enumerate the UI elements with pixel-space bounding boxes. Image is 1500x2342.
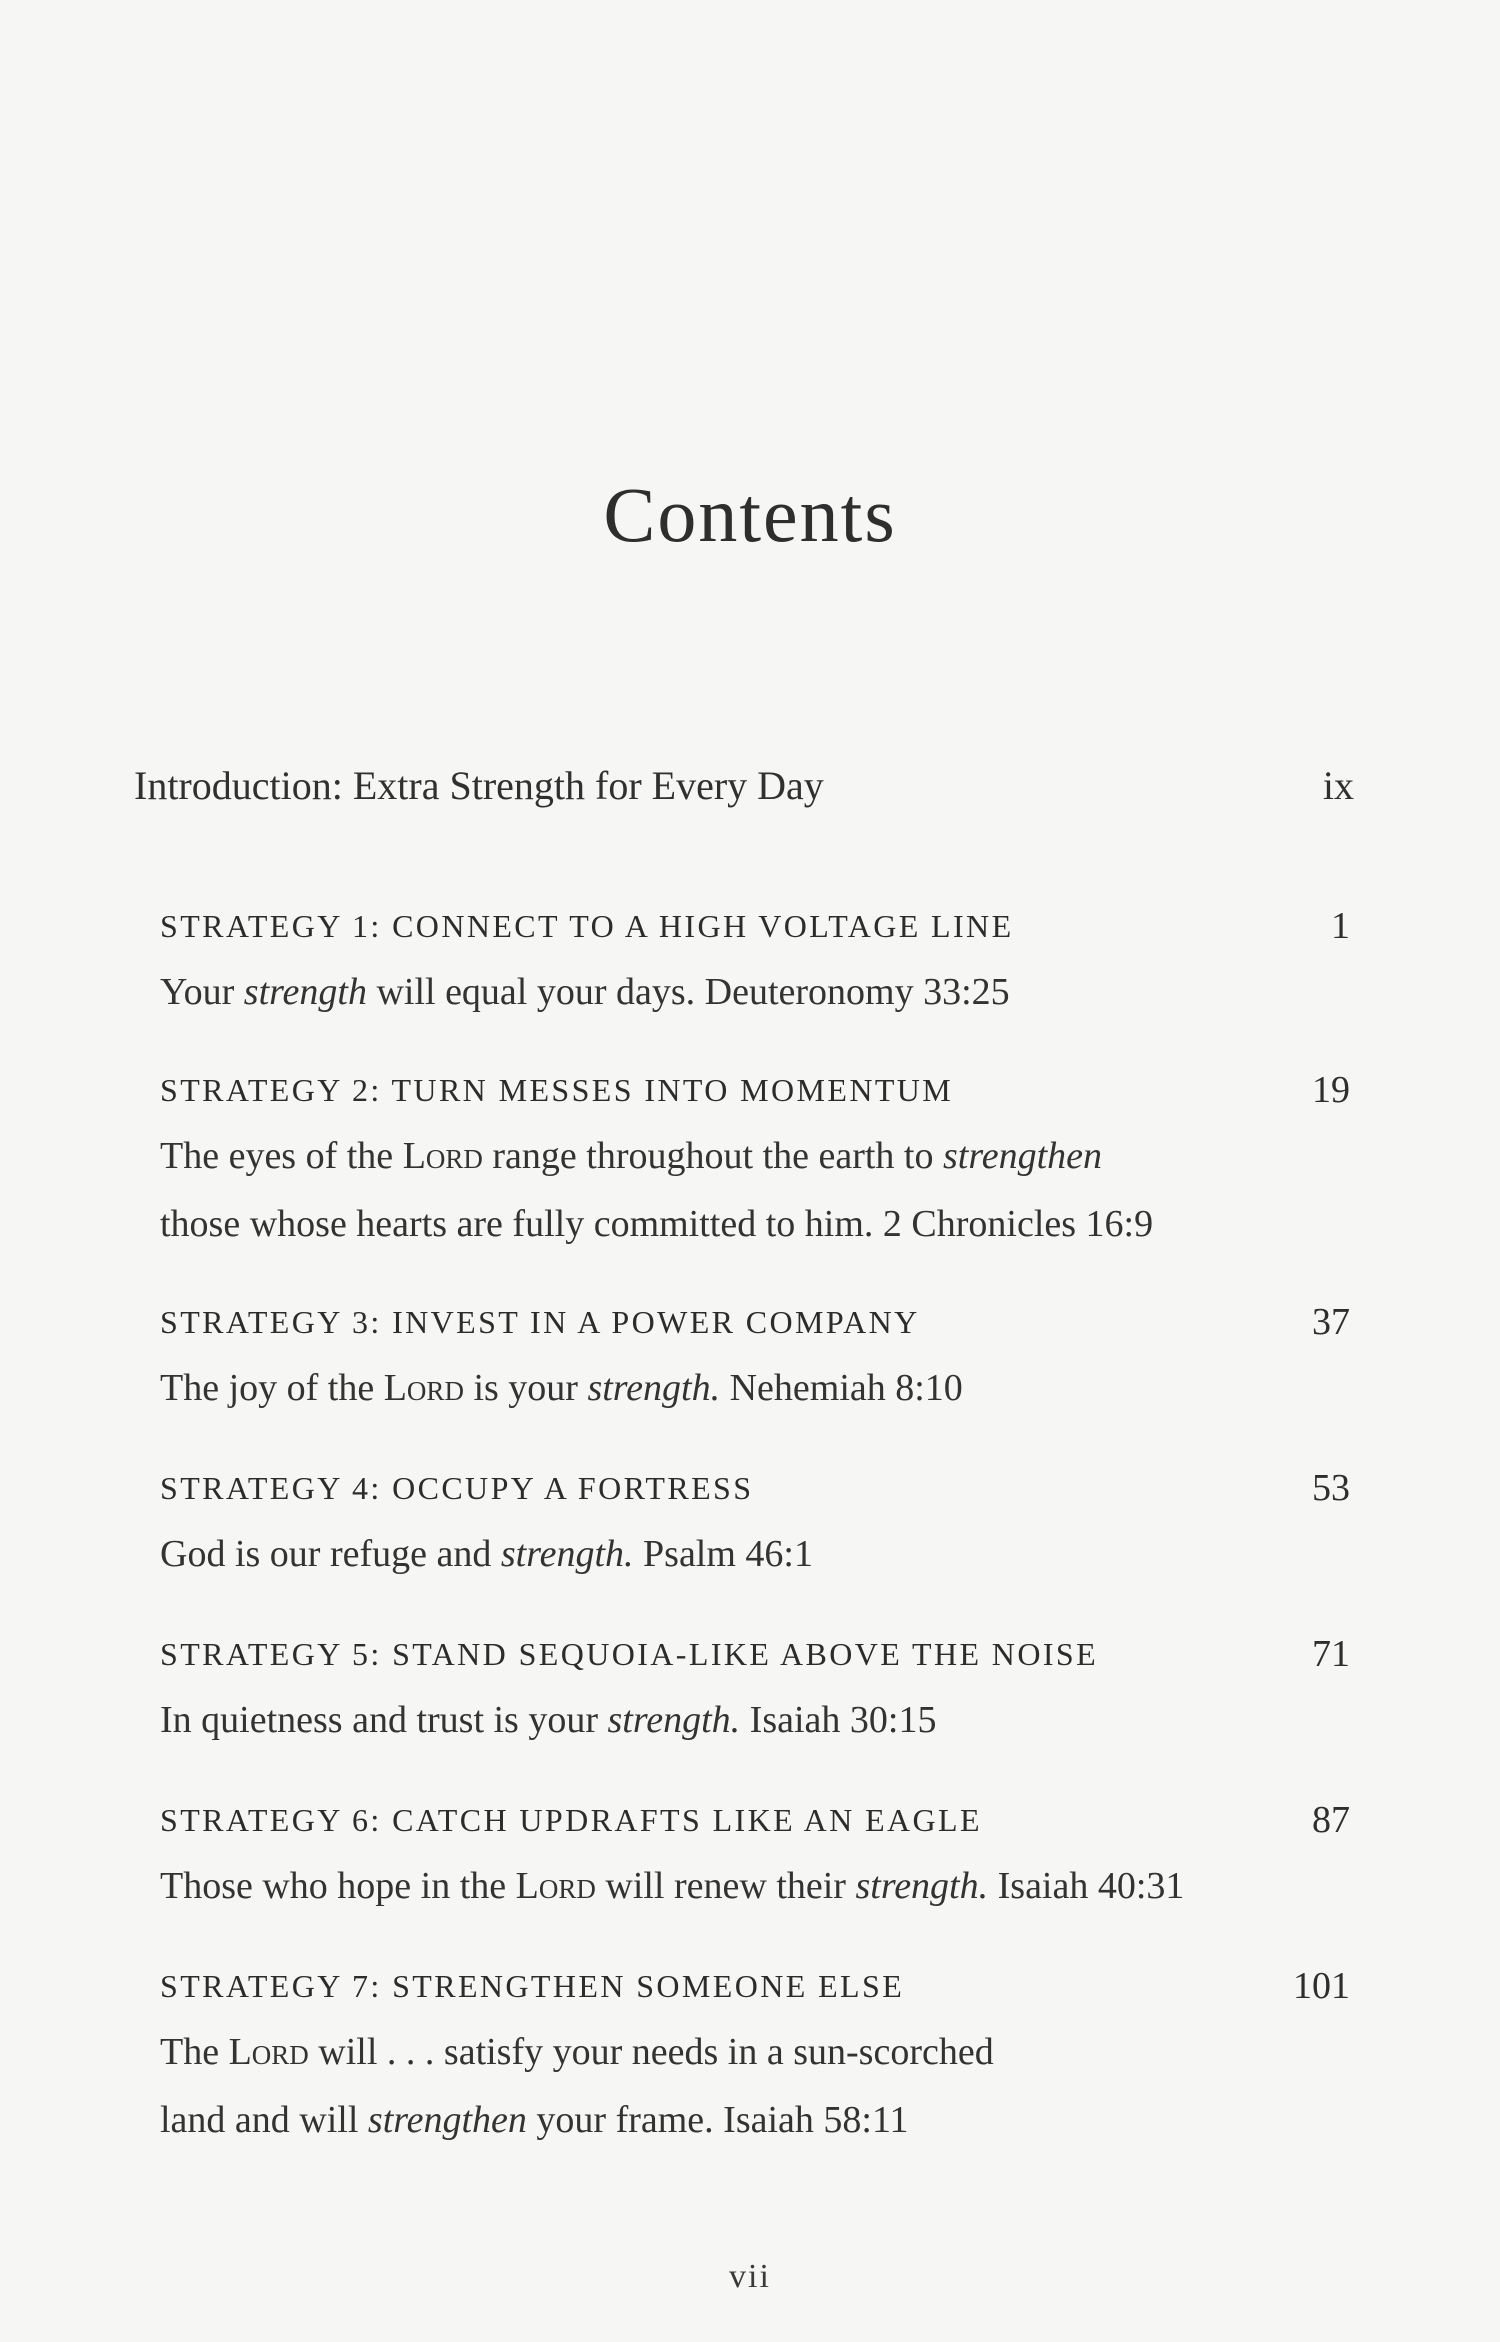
strategy-heading: STRATEGY 2: TURN MESSES INTO MOMENTUM (160, 1072, 954, 1108)
verse-text: will equal your days. Deuteronomy 33:25 (366, 971, 1010, 1013)
emphasized-word: strengthen (367, 2099, 527, 2141)
small-caps-word: Lord (515, 1865, 596, 1907)
scripture-verse (160, 1686, 1290, 1754)
verse-text: God is our refuge and (160, 1533, 501, 1575)
scripture-verse (160, 1354, 1290, 1422)
strategy-heading: STRATEGY 6: CATCH UPDRAFTS LIKE AN EAGLE (160, 1802, 982, 1838)
strategy-heading: STRATEGY 5: STAND SEQUOIA-LIKE ABOVE THE NOISE (160, 1636, 1099, 1672)
verse-line (160, 1686, 1290, 1754)
scripture-verse (160, 1122, 1290, 1258)
emphasized-word: strength. (855, 1865, 989, 1907)
emphasized-word: strengthen (943, 1135, 1103, 1177)
toc-page-number: 1 (1331, 905, 1350, 947)
toc-page-number: 37 (1312, 1301, 1350, 1343)
verse-text: Those who hope in the (160, 1865, 516, 1907)
toc-entry-strategy-4[interactable] (160, 1468, 1350, 1588)
toc-entry-strategy-5[interactable] (160, 1634, 1350, 1754)
verse-text: Nehemiah 8:10 (720, 1367, 963, 1409)
scripture-verse (160, 1520, 1290, 1588)
strategy-heading: STRATEGY 3: INVEST IN A POWER COMPANY (160, 1304, 920, 1340)
verse-line (160, 1520, 1290, 1588)
verse-text: Isaiah 40:31 (988, 1865, 1185, 1907)
verse-text: is your (463, 1367, 588, 1409)
verse-text: will . . . satisfy your needs in a sun-scorched (308, 2031, 994, 2073)
small-caps-word: Lord (383, 1367, 464, 1409)
toc-entry-strategy-6[interactable] (160, 1800, 1350, 1920)
verse-text: those whose hearts are fully committed to him. 2 Chronicles 16:9 (160, 1203, 1154, 1245)
scripture-verse (160, 1852, 1290, 1920)
scripture-verse (160, 958, 1290, 1026)
page-title: Contents (603, 471, 897, 558)
toc-entry-strategy-3[interactable] (160, 1302, 1350, 1422)
emphasized-word: strength. (607, 1699, 741, 1741)
verse-line (160, 2018, 1290, 2086)
toc-entry-strategy-1[interactable] (160, 906, 1350, 1026)
verse-line (160, 958, 1290, 1026)
verse-text: range throughout the earth to (482, 1135, 943, 1177)
toc-entry-strategy-7[interactable] (160, 1966, 1350, 2154)
verse-text: Your (160, 971, 244, 1013)
verse-line (160, 2086, 1290, 2154)
emphasized-word: strength. (587, 1367, 721, 1409)
emphasized-word: strength. (500, 1533, 634, 1575)
emphasized-word: strength (243, 971, 367, 1013)
verse-text: land and will (160, 2099, 368, 2141)
toc-entry-label: Introduction: Extra Strength for Every Day (134, 763, 824, 808)
toc-entry-strategy-2[interactable] (160, 1070, 1350, 1258)
verse-text: The joy of the (160, 1367, 384, 1409)
toc-page-number: ix (1322, 763, 1354, 808)
toc-page-number: 53 (1312, 1467, 1350, 1509)
verse-line (160, 1190, 1290, 1258)
verse-text: Psalm 46:1 (633, 1533, 813, 1575)
page-folio: vii (729, 2258, 771, 2295)
verse-line (160, 1354, 1290, 1422)
small-caps-word: Lord (228, 2031, 309, 2073)
verse-text: will renew their (595, 1865, 856, 1907)
verse-text: Isaiah 30:15 (740, 1699, 937, 1741)
strategy-heading: STRATEGY 4: OCCUPY A FORTRESS (160, 1470, 754, 1506)
toc-page-number: 87 (1312, 1799, 1350, 1841)
verse-text: In quietness and trust is your (160, 1699, 608, 1741)
scripture-verse (160, 2018, 1290, 2154)
verse-text: The eyes of the (160, 1135, 403, 1177)
verse-text: The (160, 2031, 229, 2073)
toc-page-number: 101 (1293, 1965, 1350, 2007)
strategy-heading: STRATEGY 1: CONNECT TO A HIGH VOLTAGE LINE (160, 908, 1014, 944)
toc-entry-introduction[interactable] (134, 762, 1354, 809)
toc-page-number: 71 (1312, 1633, 1350, 1675)
toc-page-number: 19 (1312, 1069, 1350, 1111)
small-caps-word: Lord (402, 1135, 483, 1177)
verse-line (160, 1852, 1290, 1920)
strategy-heading: STRATEGY 7: STRENGTHEN SOMEONE ELSE (160, 1968, 905, 2004)
verse-line (160, 1122, 1290, 1190)
verse-text: your frame. Isaiah 58:11 (526, 2099, 909, 2141)
